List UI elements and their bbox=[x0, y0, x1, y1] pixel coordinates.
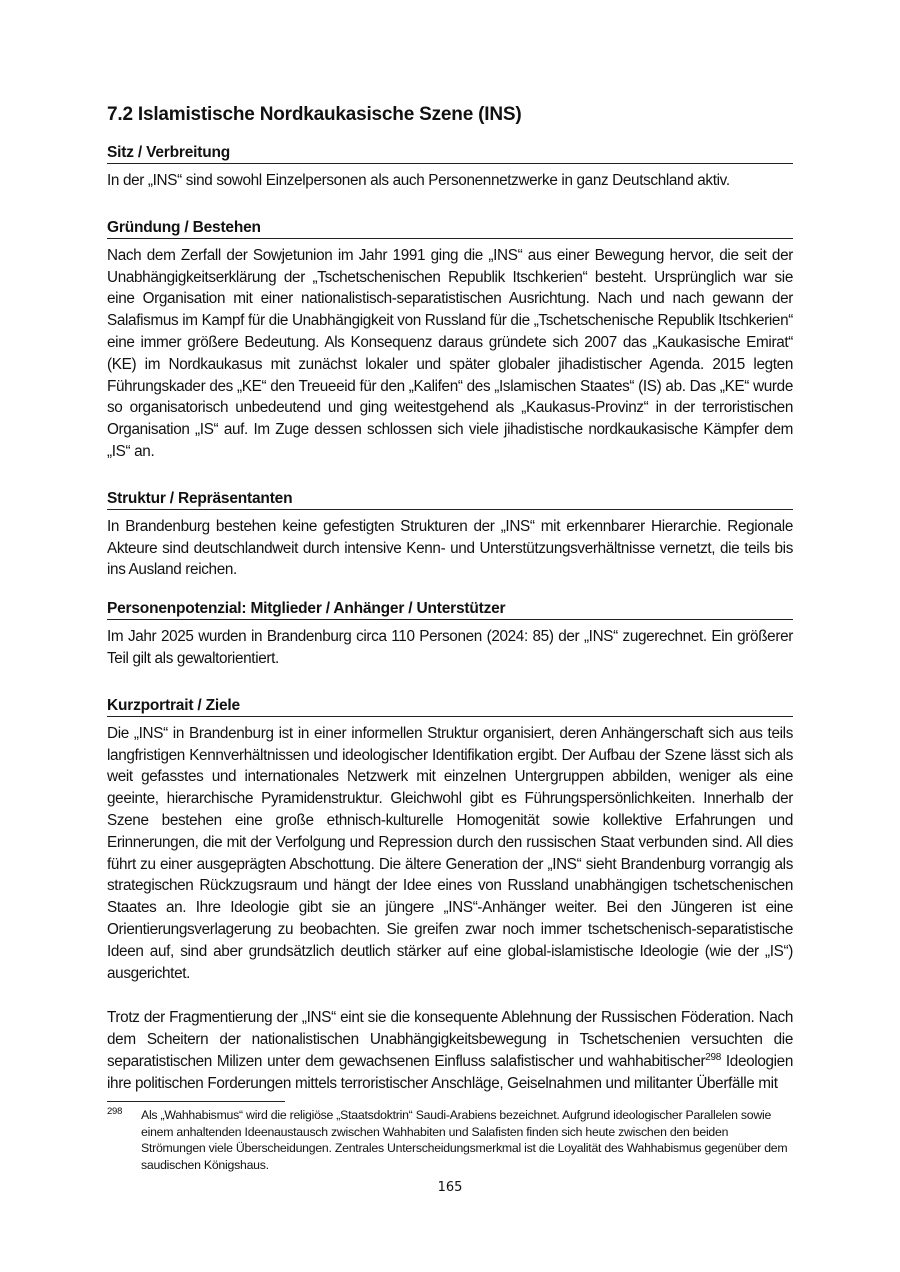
chapter-title: 7.2 Islamistische Nordkaukasische Szene (INS) bbox=[107, 104, 522, 125]
section-heading: Sitz / Verbreitung bbox=[107, 144, 793, 164]
page-number: 165 bbox=[437, 1180, 463, 1195]
footnote-text: Als „Wahhabismus“ wird die religiöse „Staatsdoktrin“ Saudi-Arabiens bezeichnet. Aufgrund ideologischer Parallelen sowie einem anhaltenden Ideenaustausch zwischen Wahhabiten und Salafisten finden sich heute zwischen den beiden Strömungen viele Überscheidungen. Zentrales Unterscheidungsmerkmal ist die Loyalität des Wahhabismus gegenüber dem saudischen Königshaus. bbox=[141, 1108, 788, 1172]
paragraph: In Brandenburg bestehen keine gefestigten Strukturen der „INS“ mit erkennbarer Hierarchie. Regionale Akteure sind deutschlandweit durch intensive Kenn- und Unterstützungsverhältnisse vernetzt, die teils bis ins Ausland reichen. bbox=[107, 517, 793, 579]
footnote-reference[interactable]: 298 bbox=[705, 1051, 721, 1063]
section-gruendung bbox=[107, 219, 793, 463]
section-heading: Personenpotenzial: Mitglieder / Anhänger / Unterstützer bbox=[107, 600, 793, 620]
section-heading: Struktur / Repräsentanten bbox=[107, 490, 793, 510]
paragraph-with-footnote bbox=[107, 1007, 793, 1094]
footnote-number: 298 bbox=[107, 1106, 123, 1117]
section-struktur bbox=[107, 490, 793, 581]
section-kurzportrait bbox=[107, 697, 793, 1095]
section-heading: Gründung / Bestehen bbox=[107, 219, 793, 239]
paragraph: Im Jahr 2025 wurden in Brandenburg circa 110 Personen (2024: 85) der „INS“ zugerechnet. Ein größerer Teil gilt als gewaltorientiert. bbox=[107, 628, 793, 667]
paragraph: Die „INS“ in Brandenburg ist in einer informellen Struktur organisiert, deren Anhängerschaft sich aus teils langfristigen Kennverhältnissen und ideologischer Identifikation ergibt. Der Aufbau der Szene lässt sich als weit gefasstes und internationales Netzwerk mit einzelnen Untergruppen abbilden, weniger als eine geeinte, hierarchische Pyramidenstruktur. Gleichwohl gibt es Führungspersönlichkeiten. Innerhalb der Szene bestehen eine große ethnisch-kulturelle Homogenität sowie kollektive Erfahrungen und Erinnerungen, die mit der Verfolgung und Repression durch den russischen Staat verbunden sind. All dies führt zu einer ausgeprägten Abschottung. Die ältere Generation der „INS“ sieht Brandenburg vorrangig als strategischen Rückzugsraum und hängt der Idee eines von Russland unabhängigen tschetschenischen Staates an. Ihre Ideologie gibt sie an jüngere „INS“-Anhänger weiter. Bei den Jüngeren ist eine Orientierungsverlagerung zu beobachten. Sie greifen zwar noch immer tschetschenisch-separatistische Ideen auf, sind aber grundsätzlich deutlich stärker auf eine global-islamistische Ideologie (wie der „IS“) ausgerichtet. bbox=[107, 724, 793, 982]
section-heading: Kurzportrait / Ziele bbox=[107, 697, 793, 717]
footnote-separator bbox=[107, 1101, 285, 1102]
page-body bbox=[107, 104, 793, 1095]
paragraph: In der „INS“ sind sowohl Einzelpersonen als auch Personennetzwerke in ganz Deutschland aktiv. bbox=[107, 172, 730, 189]
section-sitz bbox=[107, 144, 793, 192]
footnote bbox=[107, 1107, 793, 1173]
paragraph-text: Trotz der Fragmentierung der „INS“ eint sie die konsequente Ablehnung der Russischen Föderation. Nach dem Scheitern der nationalistischen Unabhängigkeitsbewegung in Tschetschenien versuchten die separatistischen Milizen unter dem gewachsenen Einfluss salafistischer und wahhabitischer bbox=[107, 1009, 793, 1070]
paragraph-text: Ideologien ihre politischen Forderungen mittels terroristischer Anschläge, Geiselnahmen und militanter Überfälle mit bbox=[107, 1052, 793, 1092]
section-personenpotenzial bbox=[107, 600, 793, 670]
paragraph: Nach dem Zerfall der Sowjetunion im Jahr 1991 ging die „INS“ aus einer Bewegung hervor, die seit der Unabhängigkeitserklärung der „Tschetschenischen Republik Itschkerien“ besteht. Ursprünglich war sie eine Organisation mit einer nationalistisch-separatistischen Ausrichtung. Nach und nach gewann der Salafismus im Kampf für die Unabhängigkeit von Russland für die „Tschetschenische Republik Itschkerien“ eine immer größere Bedeutung. Als Konsequenz daraus gründete sich 2007 das „Kaukasische Emirat“ (KE) im Nordkaukasus mit zunächst lokaler und später globaler jihadistischer Agenda. 2015 legten Führungskader des „KE“ den Treueeid für den „Kalifen“ des „Islamischen Staates“ (IS) ab. Das „KE“ wurde so organisatorisch unbedeutend und ging weitestgehend als „Kaukasus-Provinz“ in der terroristischen Organisation „IS“ auf. Im Zuge dessen schlossen sich viele jihadistische nordkaukasische Kämpfer dem „IS“ an. bbox=[107, 246, 793, 460]
